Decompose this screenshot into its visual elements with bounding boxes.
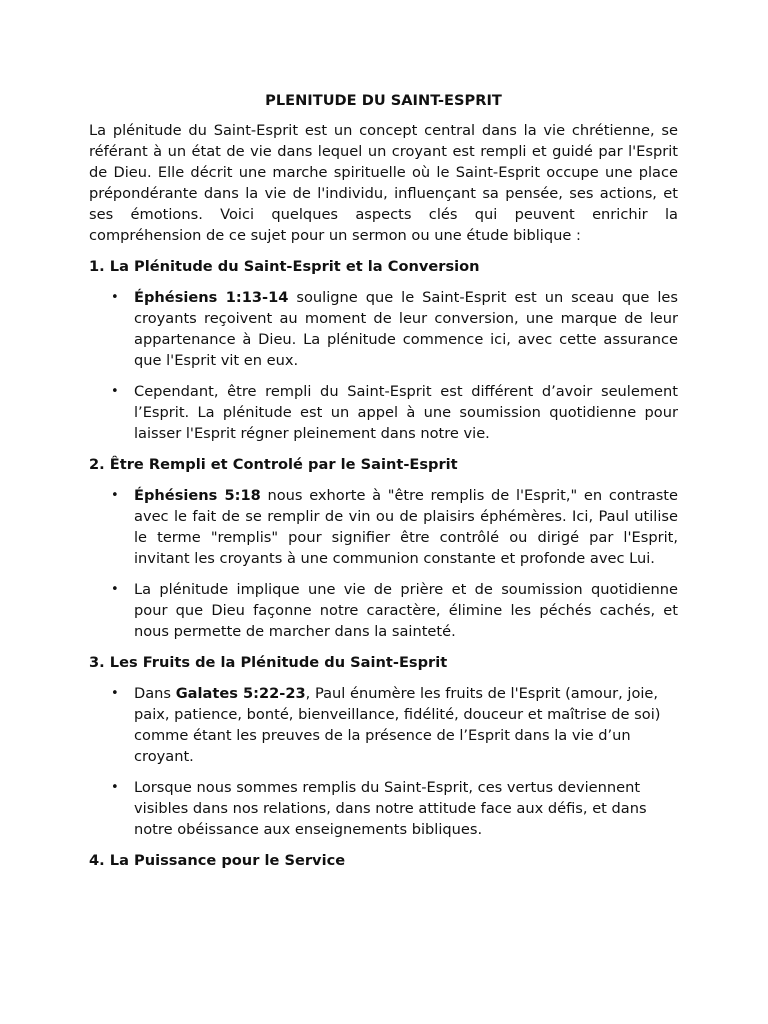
list-item-text: nous exhorte à "être remplis de l'Esprit," en contraste avec le fait de se remplir de vin ou de plaisirs éphémères. Ici, Paul utilise le terme "remplis" pour signifier être contrôlé ou dirigé par l'Esprit, invitant les croyants à une communion constante et profonde avec Lui. bbox=[134, 487, 678, 567]
section-heading-4: 4. La Puissance pour le Service bbox=[89, 852, 346, 869]
intro-paragraph: La plénitude du Saint-Esprit est un concept central dans la vie chrétienne, se référant à un état de vie dans lequel un croyant est rempli et guidé par l'Esprit de Dieu. Elle décrit une marche spirituelle où le Saint-Esprit occupe une place prépondérante dans la vie de l'individu, influençant sa pensée, ses actions, et ses émotions. Voici quelques aspects clés qui peuvent enrichir la compréhension de ce sujet pour un sermon ou une étude biblique : bbox=[89, 122, 678, 244]
section-3-list bbox=[89, 683, 678, 840]
bullet-icon: • bbox=[111, 582, 119, 597]
list-item bbox=[89, 683, 678, 767]
list-item-text: , Paul énumère les fruits de l'Esprit (amour, joie, paix, patience, bonté, bienveillance, fidélité, douceur et maîtrise de soi) comme étant les preuves de la présence de l’Esprit dans la vie d’un croyant. bbox=[134, 685, 661, 765]
document-title: PLENITUDE DU SAINT-ESPRIT bbox=[265, 92, 502, 109]
bullet-icon: • bbox=[111, 488, 119, 503]
section-1-list bbox=[89, 287, 678, 444]
bullet-icon: • bbox=[111, 780, 119, 795]
section-heading-1: 1. La Plénitude du Saint-Esprit et la Conversion bbox=[89, 258, 480, 275]
bullet-icon: • bbox=[111, 290, 119, 305]
bible-reference: Éphésiens 5:18 bbox=[134, 487, 261, 504]
bible-reference: Éphésiens 1:13-14 bbox=[134, 289, 289, 306]
section-heading-3: 3. Les Fruits de la Plénitude du Saint-Esprit bbox=[89, 654, 448, 671]
list-item bbox=[89, 777, 678, 840]
section-heading-2: 2. Être Rempli et Controlé par le Saint-Esprit bbox=[89, 456, 458, 473]
bible-reference: Galates 5:22-23 bbox=[175, 685, 306, 702]
list-item-text: La plénitude implique une vie de prière et de soumission quotidienne pour que Dieu façonne notre caractère, élimine les péchés cachés, et nous permette de marcher dans la sainteté. bbox=[134, 581, 678, 640]
list-item-text: Lorsque nous sommes remplis du Saint-Esprit, ces vertus deviennent visibles dans nos relations, dans notre attitude face aux défis, et dans notre obéissance aux enseignements bibliques. bbox=[134, 779, 647, 838]
list-item bbox=[89, 381, 678, 444]
section-2-list bbox=[89, 485, 678, 642]
bullet-icon: • bbox=[111, 384, 119, 399]
list-item bbox=[89, 579, 678, 642]
list-item bbox=[89, 287, 678, 371]
list-item-text: Cependant, être rempli du Saint-Esprit est différent d’avoir seulement l’Esprit. La plénitude est un appel à une soumission quotidienne pour laisser l'Esprit régner pleinement dans notre vie. bbox=[134, 383, 678, 442]
list-item-prefix: Dans bbox=[134, 685, 176, 702]
list-item-text: souligne que le Saint-Esprit est un sceau que les croyants reçoivent au moment de leur conversion, une marque de leur appartenance à Dieu. La plénitude commence ici, avec cette assurance que l'Esprit vit en eux. bbox=[134, 289, 678, 369]
list-item bbox=[89, 485, 678, 569]
bullet-icon: • bbox=[111, 686, 119, 701]
